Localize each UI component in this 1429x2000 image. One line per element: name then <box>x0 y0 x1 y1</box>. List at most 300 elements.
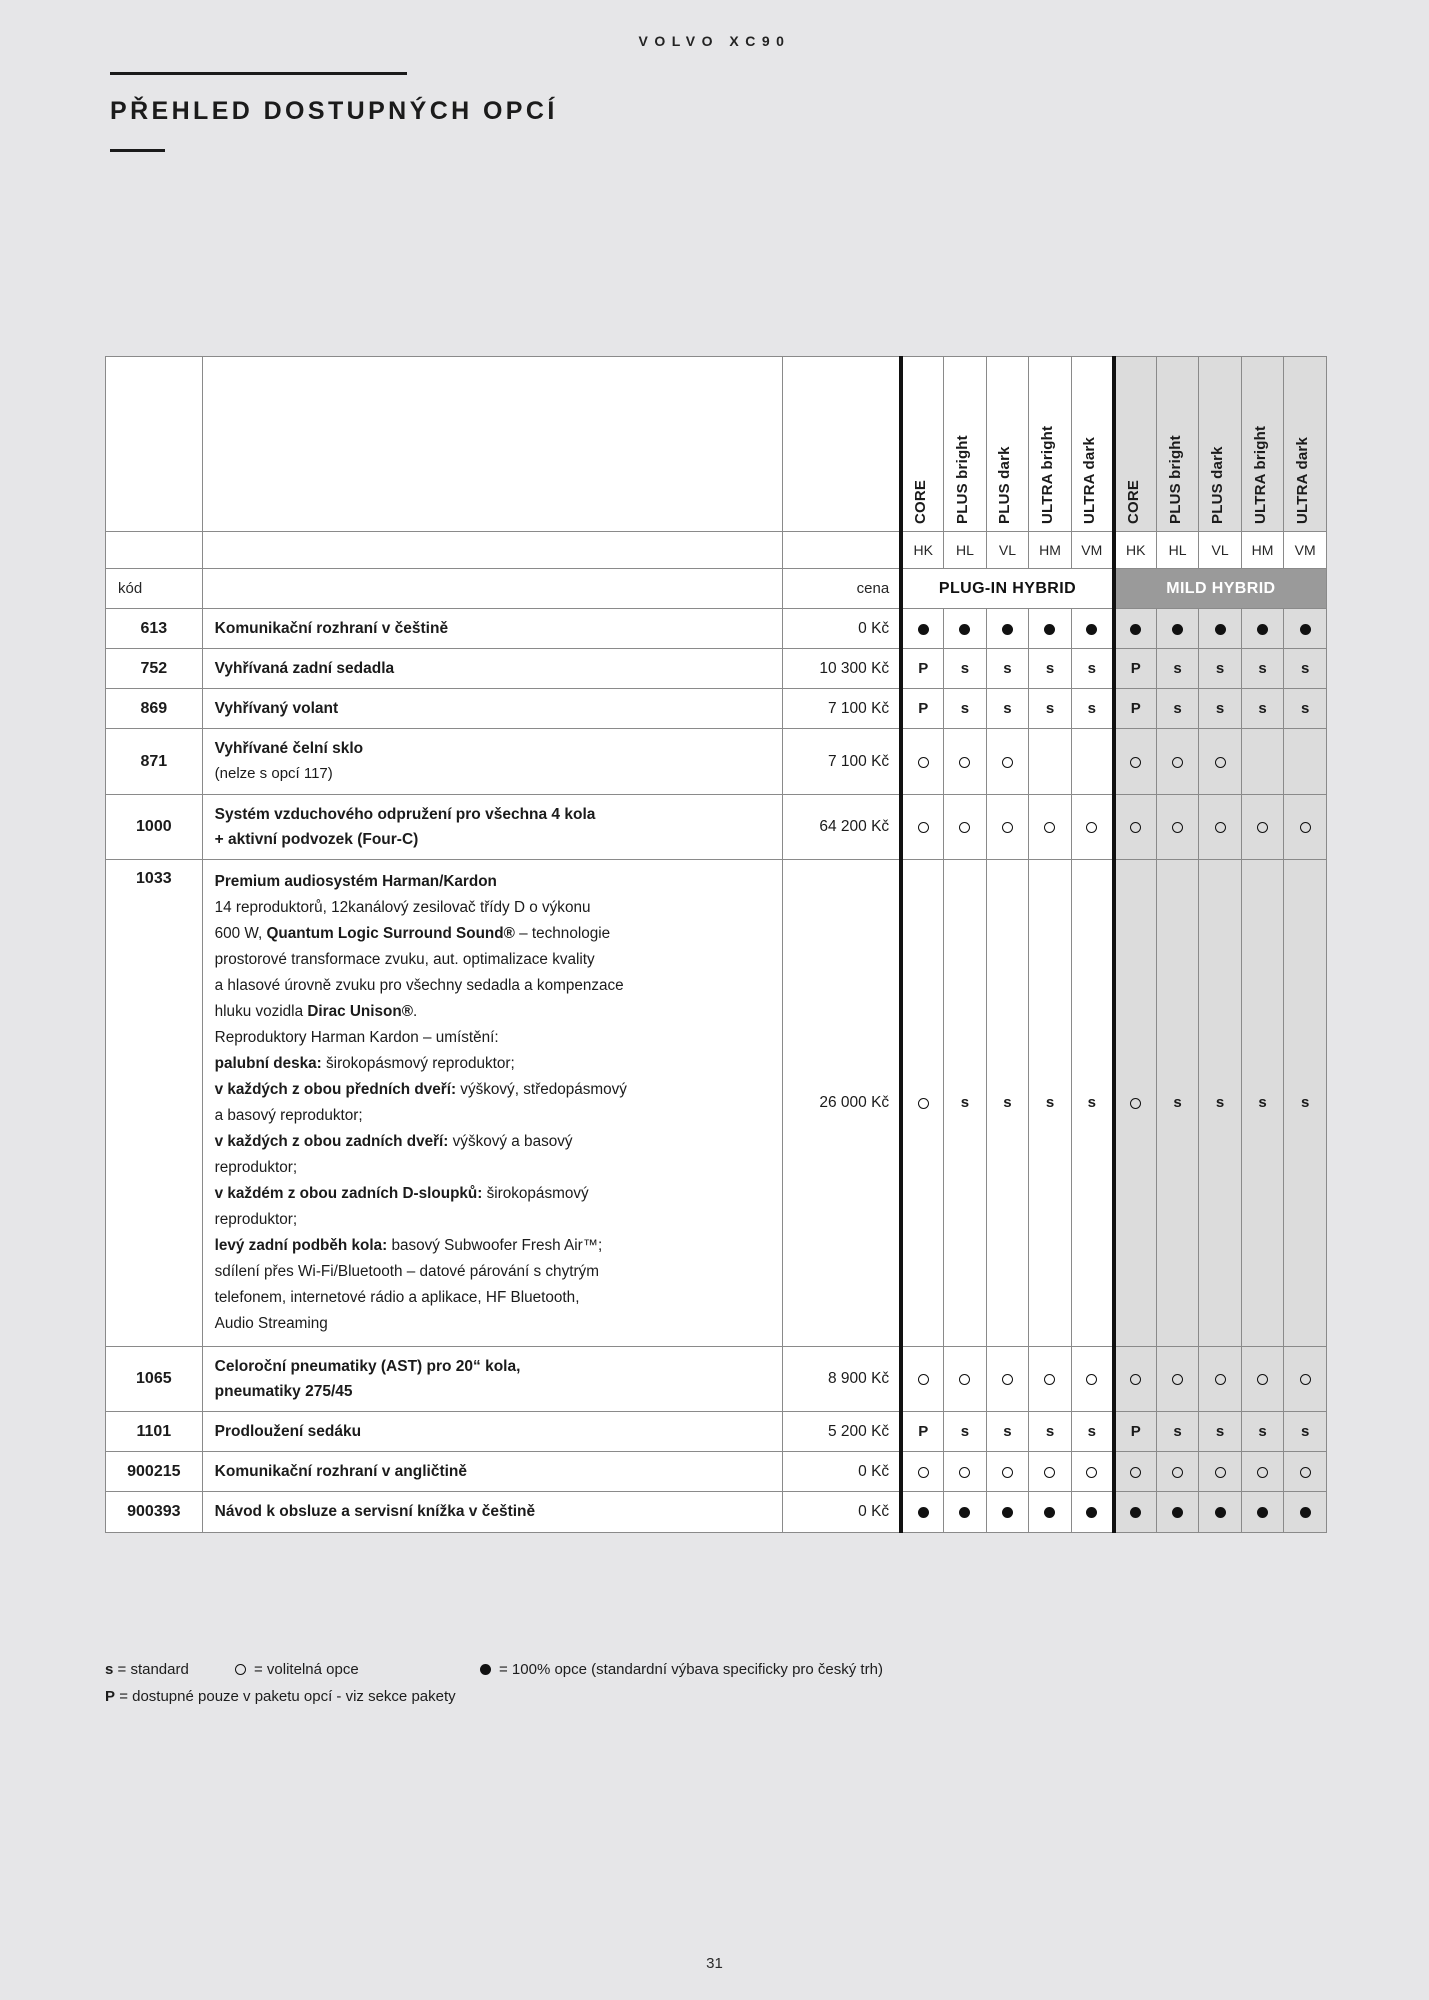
standard-marker: s <box>1003 700 1012 718</box>
header-plugin-ultra-bright: ULTRA bright <box>1029 357 1072 532</box>
standard-marker: s <box>1003 660 1012 678</box>
variant-header-row <box>106 357 1327 532</box>
legend-dot-text: = 100% opce (standardní výbava specificky pro český trh) <box>499 1661 883 1678</box>
marker-plugin-2 <box>986 609 1029 649</box>
page-title: PŘEHLED DOSTUPNÝCH OPCÍ <box>110 97 558 125</box>
option-note: (nelze s opcí 117) <box>214 765 333 783</box>
circle-marker-icon <box>1257 1374 1268 1385</box>
marker-plugin-4 <box>1071 729 1114 794</box>
engine-code-plugin-0: HK <box>901 532 944 569</box>
header-plugin-plus-dark: PLUS dark <box>986 357 1029 532</box>
option-description <box>202 794 782 859</box>
package-marker: P <box>918 660 929 678</box>
marker-mild-1 <box>1156 1346 1199 1411</box>
marker-mild-2 <box>1199 689 1242 729</box>
marker-mild-0 <box>1114 689 1157 729</box>
header-blank-code <box>106 357 203 532</box>
engine-code-mild-2: VL <box>1199 532 1242 569</box>
legend <box>105 1658 883 1709</box>
option-code: 900215 <box>106 1452 203 1492</box>
circle-marker-icon <box>1044 1467 1055 1478</box>
standard-marker: s <box>1300 1094 1310 1112</box>
circle-marker-icon <box>1172 757 1183 768</box>
table-row <box>106 794 1327 859</box>
audio-line-9: v každých z obou zadních dveří: výškový a basový <box>214 1132 573 1150</box>
option-price: 5 200 Kč <box>782 1412 901 1452</box>
option-description <box>202 1346 782 1411</box>
marker-plugin-0 <box>901 1346 944 1411</box>
marker-plugin-1 <box>944 859 987 1346</box>
package-marker: P <box>1130 1423 1141 1441</box>
marker-plugin-4 <box>1071 794 1114 859</box>
table-body <box>106 609 1327 1533</box>
dot-marker-icon <box>1086 1507 1097 1518</box>
audio-line-11: v každém z obou zadních D-sloupků: širokopásmový <box>214 1184 589 1202</box>
band-mild-hybrid: MILD HYBRID <box>1114 569 1327 609</box>
circle-marker-icon <box>1172 1467 1183 1478</box>
header-mild-ultra-dark: ULTRA dark <box>1284 357 1327 532</box>
dot-marker-icon <box>1044 1507 1055 1518</box>
marker-plugin-1 <box>944 1492 987 1532</box>
header-blank-price <box>782 357 901 532</box>
marker-mild-4 <box>1284 689 1327 729</box>
header-plugin-plus-bright: PLUS bright <box>944 357 987 532</box>
circle-marker-icon <box>1215 757 1226 768</box>
standard-marker: s <box>1087 1423 1096 1441</box>
audio-line-8: a basový reproduktor; <box>214 1106 363 1124</box>
dot-marker-icon <box>1215 1507 1226 1518</box>
dot-marker-icon <box>480 1664 491 1675</box>
option-name: Komunikační rozhraní v angličtině <box>214 1463 468 1481</box>
package-marker: P <box>1130 700 1141 718</box>
price-column-label: cena <box>782 569 901 609</box>
header-plugin-ultra-dark: ULTRA dark <box>1071 357 1114 532</box>
table-row <box>106 689 1327 729</box>
marker-plugin-3 <box>1029 649 1072 689</box>
circle-marker-icon <box>918 1374 929 1385</box>
audio-line-15: telefonem, internetové rádio a aplikace, HF Bluetooth, <box>214 1288 580 1306</box>
option-code: 1101 <box>106 1412 203 1452</box>
marker-mild-3 <box>1241 609 1284 649</box>
table-row <box>106 609 1327 649</box>
marker-mild-2 <box>1199 794 1242 859</box>
standard-marker: s <box>1087 660 1096 678</box>
marker-plugin-1 <box>944 729 987 794</box>
circle-marker-icon <box>918 757 929 768</box>
marker-mild-0 <box>1114 1346 1157 1411</box>
legend-standard <box>105 1658 235 1681</box>
circle-marker-icon <box>1002 1374 1013 1385</box>
audio-line-10: reproduktor; <box>214 1158 298 1176</box>
option-name: Vyhřívaný volant <box>214 700 339 718</box>
marker-mild-3 <box>1241 1346 1284 1411</box>
standard-marker: s <box>1300 700 1310 718</box>
standard-marker: s <box>1087 1094 1096 1112</box>
marker-mild-0 <box>1114 1412 1157 1452</box>
marker-mild-0 <box>1114 729 1157 794</box>
standard-marker: s <box>1045 660 1055 678</box>
marker-mild-1 <box>1156 1452 1199 1492</box>
standard-marker: s <box>1258 660 1267 678</box>
audio-line-12: reproduktor; <box>214 1210 298 1228</box>
circle-marker-icon <box>1130 757 1141 768</box>
circle-marker-icon <box>1257 822 1268 833</box>
marker-plugin-2 <box>986 1492 1029 1532</box>
option-name: Vyhřívaná zadní sedadla <box>214 660 395 678</box>
audio-line-2: prostorové transformace zvuku, aut. optimalizace kvality <box>214 950 595 968</box>
audio-title: Premium audiosystém Harman/Kardon <box>214 872 497 890</box>
marker-mild-2 <box>1199 1492 1242 1532</box>
marker-plugin-4 <box>1071 859 1114 1346</box>
marker-plugin-3 <box>1029 729 1072 794</box>
package-marker: P <box>1130 660 1141 678</box>
marker-mild-3 <box>1241 1492 1284 1532</box>
option-price: 10 300 Kč <box>782 649 901 689</box>
marker-plugin-4 <box>1071 1412 1114 1452</box>
option-description <box>202 1492 782 1532</box>
circle-marker-icon <box>1215 1467 1226 1478</box>
marker-plugin-2 <box>986 1346 1029 1411</box>
standard-marker: s <box>1215 1094 1225 1112</box>
table-row <box>106 649 1327 689</box>
marker-mild-1 <box>1156 794 1199 859</box>
marker-mild-2 <box>1199 1346 1242 1411</box>
legend-circle-text: = volitelná opce <box>254 1661 359 1678</box>
option-description <box>202 729 782 794</box>
header-mild-plus-bright: PLUS bright <box>1156 357 1199 532</box>
option-price: 26 000 Kč <box>782 859 901 1346</box>
package-marker: P <box>918 700 929 718</box>
code-column-label: kód <box>106 569 203 609</box>
option-name-line2: pneumatiky 275/45 <box>214 1383 353 1401</box>
standard-marker: s <box>1215 700 1225 718</box>
marker-mild-1 <box>1156 609 1199 649</box>
dot-marker-icon <box>918 624 929 635</box>
standard-marker: s <box>1258 1094 1267 1112</box>
circle-marker-icon <box>918 1098 929 1109</box>
standard-marker: s <box>1045 700 1055 718</box>
standard-marker: s <box>1215 660 1225 678</box>
marker-mild-3 <box>1241 689 1284 729</box>
standard-marker: s <box>1173 1094 1182 1112</box>
audio-line-4: hluku vozidla Dirac Unison®. <box>214 1002 418 1020</box>
marker-mild-4 <box>1284 609 1327 649</box>
marker-plugin-0 <box>901 609 944 649</box>
marker-plugin-3 <box>1029 794 1072 859</box>
legend-row-1 <box>105 1658 883 1681</box>
marker-plugin-2 <box>986 1452 1029 1492</box>
options-table <box>105 356 1327 1533</box>
legend-s-symbol: s <box>105 1661 114 1678</box>
code-row-blank-1 <box>106 532 203 569</box>
engine-code-mild-1: HL <box>1156 532 1199 569</box>
legend-p-text: = dostupné pouze v paketu opcí - viz sekce pakety <box>119 1688 456 1706</box>
marker-mild-1 <box>1156 1492 1199 1532</box>
option-code: 1065 <box>106 1346 203 1411</box>
marker-mild-4 <box>1284 649 1327 689</box>
marker-plugin-0 <box>901 1452 944 1492</box>
audio-line-1: 600 W, Quantum Logic Surround Sound® – technologie <box>214 924 611 942</box>
dot-marker-icon <box>1002 624 1013 635</box>
table-row <box>106 1412 1327 1452</box>
dot-marker-icon <box>1300 624 1311 635</box>
option-name: Vyhřívané čelní sklo <box>214 740 364 758</box>
audio-line-14: sdílení přes Wi-Fi/Bluetooth – datové párování s chytrým <box>214 1262 599 1280</box>
option-code: 869 <box>106 689 203 729</box>
option-description <box>202 649 782 689</box>
marker-plugin-1 <box>944 1452 987 1492</box>
standard-marker: s <box>1173 660 1182 678</box>
marker-plugin-4 <box>1071 1492 1114 1532</box>
options-table-wrap <box>105 356 1327 1533</box>
standard-marker: s <box>1300 660 1310 678</box>
marker-plugin-4 <box>1071 1346 1114 1411</box>
option-price: 0 Kč <box>782 1492 901 1532</box>
legend-s-text: = standard <box>117 1661 189 1678</box>
header-mild-plus-dark: PLUS dark <box>1199 357 1242 532</box>
marker-plugin-0 <box>901 859 944 1346</box>
page-title-block <box>110 72 558 152</box>
marker-mild-3 <box>1241 859 1284 1346</box>
marker-plugin-2 <box>986 1412 1029 1452</box>
option-name: Celoroční pneumatiky (AST) pro 20“ kola, <box>214 1357 521 1375</box>
dot-marker-icon <box>1257 624 1268 635</box>
dot-marker-icon <box>1086 624 1097 635</box>
header-mild-core: CORE <box>1114 357 1157 532</box>
marker-plugin-2 <box>986 689 1029 729</box>
circle-marker-icon <box>1130 1374 1141 1385</box>
standard-marker: s <box>1258 700 1267 718</box>
circle-marker-icon <box>1215 822 1226 833</box>
marker-mild-0 <box>1114 859 1157 1346</box>
legend-hundred-percent <box>480 1658 883 1681</box>
marker-plugin-2 <box>986 859 1029 1346</box>
option-code: 613 <box>106 609 203 649</box>
marker-plugin-1 <box>944 794 987 859</box>
marker-mild-4 <box>1284 1492 1327 1532</box>
standard-marker: s <box>1045 1423 1055 1441</box>
standard-marker: s <box>1003 1423 1012 1441</box>
marker-plugin-1 <box>944 689 987 729</box>
marker-plugin-3 <box>1029 1492 1072 1532</box>
marker-plugin-3 <box>1029 859 1072 1346</box>
marker-mild-2 <box>1199 859 1242 1346</box>
marker-mild-0 <box>1114 1492 1157 1532</box>
circle-marker-icon <box>1300 1467 1311 1478</box>
dot-marker-icon <box>959 624 970 635</box>
circle-marker-icon <box>959 757 970 768</box>
title-rule-top <box>110 72 407 75</box>
table-head <box>106 357 1327 609</box>
audio-line-3: a hlasové úrovně zvuku pro všechny sedadla a kompenzace <box>214 976 624 994</box>
marker-plugin-3 <box>1029 1412 1072 1452</box>
circle-marker-icon <box>1086 1374 1097 1385</box>
option-description <box>202 609 782 649</box>
marker-mild-1 <box>1156 729 1199 794</box>
marker-mild-2 <box>1199 729 1242 794</box>
circle-marker-icon <box>235 1664 246 1675</box>
standard-marker: s <box>1045 1094 1055 1112</box>
dot-marker-icon <box>1044 624 1055 635</box>
circle-marker-icon <box>1130 1098 1141 1109</box>
option-price: 64 200 Kč <box>782 794 901 859</box>
circle-marker-icon <box>1002 757 1013 768</box>
standard-marker: s <box>1003 1094 1012 1112</box>
marker-mild-1 <box>1156 649 1199 689</box>
marker-plugin-4 <box>1071 689 1114 729</box>
marker-mild-0 <box>1114 794 1157 859</box>
marker-mild-0 <box>1114 609 1157 649</box>
marker-plugin-3 <box>1029 689 1072 729</box>
marker-mild-4 <box>1284 1346 1327 1411</box>
option-price: 7 100 Kč <box>782 729 901 794</box>
marker-plugin-4 <box>1071 649 1114 689</box>
option-price: 8 900 Kč <box>782 1346 901 1411</box>
circle-marker-icon <box>1300 822 1311 833</box>
option-price: 0 Kč <box>782 609 901 649</box>
standard-marker: s <box>1215 1423 1225 1441</box>
circle-marker-icon <box>1172 1374 1183 1385</box>
marker-plugin-4 <box>1071 609 1114 649</box>
package-marker: P <box>918 1423 929 1441</box>
marker-plugin-3 <box>1029 1346 1072 1411</box>
header-plugin-core: CORE <box>901 357 944 532</box>
marker-mild-3 <box>1241 1452 1284 1492</box>
marker-plugin-0 <box>901 1412 944 1452</box>
band-plugin-hybrid: PLUG-IN HYBRID <box>901 569 1114 609</box>
marker-mild-4 <box>1284 859 1327 1346</box>
option-code: 871 <box>106 729 203 794</box>
marker-mild-3 <box>1241 794 1284 859</box>
circle-marker-icon <box>1130 822 1141 833</box>
circle-marker-icon <box>1257 1467 1268 1478</box>
marker-mild-1 <box>1156 1412 1199 1452</box>
dot-marker-icon <box>1130 1507 1141 1518</box>
engine-code-row <box>106 532 1327 569</box>
title-rule-bottom <box>110 149 165 152</box>
circle-marker-icon <box>1086 822 1097 833</box>
engine-code-plugin-1: HL <box>944 532 987 569</box>
option-name: Komunikační rozhraní v češtině <box>214 620 449 637</box>
engine-code-mild-0: HK <box>1114 532 1157 569</box>
marker-plugin-1 <box>944 1412 987 1452</box>
table-row <box>106 729 1327 794</box>
option-description <box>202 1452 782 1492</box>
marker-mild-0 <box>1114 1452 1157 1492</box>
marker-mild-1 <box>1156 689 1199 729</box>
table-row <box>106 1452 1327 1492</box>
circle-marker-icon <box>918 1467 929 1478</box>
marker-plugin-0 <box>901 794 944 859</box>
circle-marker-icon <box>1172 822 1183 833</box>
marker-plugin-1 <box>944 649 987 689</box>
code-row-blank-3 <box>782 532 901 569</box>
marker-mild-3 <box>1241 649 1284 689</box>
audio-line-6: palubní deska: širokopásmový reproduktor; <box>214 1054 515 1072</box>
standard-marker: s <box>960 700 970 718</box>
standard-marker: s <box>1173 700 1182 718</box>
audio-line-5: Reproduktory Harman Kardon – umístění: <box>214 1028 499 1046</box>
circle-marker-icon <box>959 1467 970 1478</box>
dot-marker-icon <box>1002 1507 1013 1518</box>
dot-marker-icon <box>1257 1507 1268 1518</box>
engine-code-plugin-2: VL <box>986 532 1029 569</box>
marker-plugin-3 <box>1029 609 1072 649</box>
standard-marker: s <box>960 1094 970 1112</box>
option-code: 752 <box>106 649 203 689</box>
table-row <box>106 1492 1327 1532</box>
circle-marker-icon <box>959 1374 970 1385</box>
marker-plugin-0 <box>901 1492 944 1532</box>
audio-line-0: 14 reproduktorů, 12kanálový zesilovač třídy D o výkonu <box>214 898 591 916</box>
option-name: Návod k obsluze a servisní knížka v češtině <box>214 1503 536 1521</box>
standard-marker: s <box>960 1423 970 1441</box>
option-price: 7 100 Kč <box>782 689 901 729</box>
option-description <box>202 1412 782 1452</box>
circle-marker-icon <box>1044 1374 1055 1385</box>
marker-plugin-3 <box>1029 1452 1072 1492</box>
circle-marker-icon <box>1044 822 1055 833</box>
marker-plugin-1 <box>944 1346 987 1411</box>
dot-marker-icon <box>959 1507 970 1518</box>
legend-optional <box>235 1658 480 1681</box>
legend-p-symbol: P <box>105 1688 116 1706</box>
circle-marker-icon <box>1130 1467 1141 1478</box>
marker-mild-2 <box>1199 1452 1242 1492</box>
marker-mild-2 <box>1199 609 1242 649</box>
option-code: 1000 <box>106 794 203 859</box>
brand-line: VOLVO XC90 <box>638 33 791 49</box>
audio-line-7: v každých z obou předních dveří: výškový, středopásmový <box>214 1080 627 1098</box>
option-code: 1033 <box>106 859 203 1346</box>
marker-plugin-4 <box>1071 1452 1114 1492</box>
audio-line-16: Audio Streaming <box>214 1314 328 1332</box>
marker-plugin-2 <box>986 649 1029 689</box>
option-description <box>202 689 782 729</box>
table-row-audio <box>106 859 1327 1346</box>
standard-marker: s <box>1087 700 1096 718</box>
circle-marker-icon <box>1002 822 1013 833</box>
circle-marker-icon <box>1002 1467 1013 1478</box>
marker-mild-3 <box>1241 1412 1284 1452</box>
dot-marker-icon <box>1300 1507 1311 1518</box>
code-row-blank-2 <box>202 532 782 569</box>
marker-plugin-0 <box>901 649 944 689</box>
marker-mild-3 <box>1241 729 1284 794</box>
engine-code-plugin-3: HM <box>1029 532 1072 569</box>
marker-mild-1 <box>1156 859 1199 1346</box>
marker-mild-4 <box>1284 794 1327 859</box>
dot-marker-icon <box>1215 624 1226 635</box>
standard-marker: s <box>960 660 970 678</box>
marker-mild-0 <box>1114 649 1157 689</box>
header-mild-ultra-bright: ULTRA bright <box>1241 357 1284 532</box>
dot-marker-icon <box>918 1507 929 1518</box>
marker-plugin-0 <box>901 689 944 729</box>
band-row <box>106 569 1327 609</box>
engine-code-plugin-4: VM <box>1071 532 1114 569</box>
engine-code-mild-3: HM <box>1241 532 1284 569</box>
option-price: 0 Kč <box>782 1452 901 1492</box>
marker-plugin-2 <box>986 729 1029 794</box>
dot-marker-icon <box>1130 624 1141 635</box>
marker-plugin-2 <box>986 794 1029 859</box>
page-number: 31 <box>706 1955 723 1972</box>
audio-line-13: levý zadní podběh kola: basový Subwoofer Fresh Air™; <box>214 1236 603 1254</box>
circle-marker-icon <box>959 822 970 833</box>
marker-mild-2 <box>1199 649 1242 689</box>
option-name: Systém vzduchového odpružení pro všechna 4 kola <box>214 805 596 823</box>
